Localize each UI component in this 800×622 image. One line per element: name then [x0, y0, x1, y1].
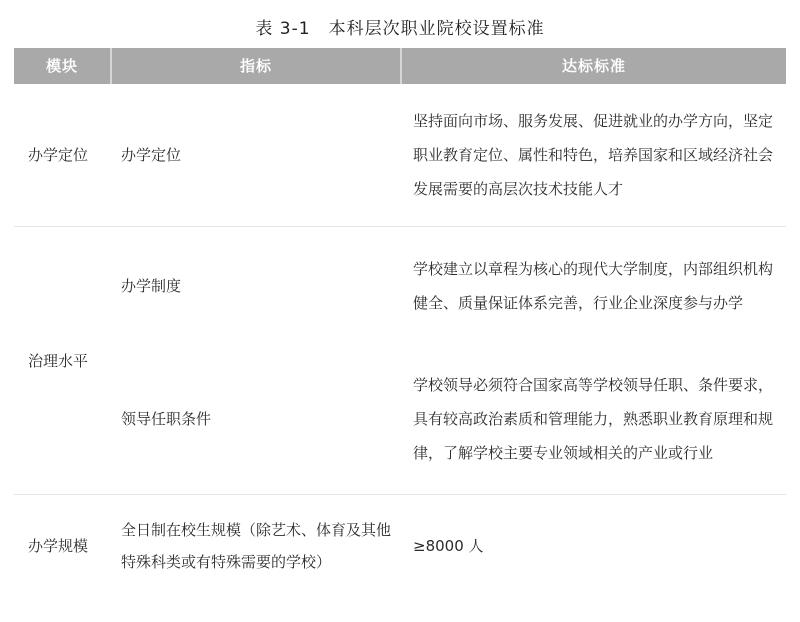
module-cell: 办学规模 [14, 495, 111, 598]
indicator-cell: 办学制度 [111, 227, 401, 345]
standards-table [14, 48, 786, 597]
standard-cell: 学校领导必须符合国家高等学校领导任职、条件要求，具有较高政治素质和管理能力，熟悉职业教育原理和规律，了解学校主要专业领域相关的产业或行业 [413, 376, 774, 462]
table-row [14, 495, 786, 598]
module-cell: 办学定位 [28, 146, 89, 164]
indicator-cell: 领导任职条件 [121, 410, 212, 428]
table-row [14, 84, 786, 227]
table-row [14, 344, 786, 495]
standard-cell: 学校建立以章程为核心的现代大学制度，内部组织机构健全、质量保证体系完善，行业企业深度参与办学 [401, 227, 786, 345]
header-standard: 达标标准 [401, 48, 786, 84]
table-caption: 表 3-1 本科层次职业院校设置标准 [255, 19, 545, 39]
indicator-cell: 全日制在校生规模（除艺术、体育及其他特殊科类或有特殊需要的学校） [111, 495, 401, 598]
table-row [14, 227, 786, 345]
header-indicator: 指标 [111, 48, 401, 84]
standard-cell: 坚持面向市场、服务发展、促进就业的办学方向，坚定职业教育定位、属性和特色，培养国家和区域经济社会发展需要的高层次技术技能人才 [413, 112, 774, 198]
table-header-row [14, 48, 786, 84]
indicator-cell: 办学定位 [121, 146, 182, 164]
header-module: 模块 [14, 48, 111, 84]
module-cell: 治理水平 [14, 227, 111, 495]
standard-cell: ≥8000 人 [401, 495, 786, 598]
